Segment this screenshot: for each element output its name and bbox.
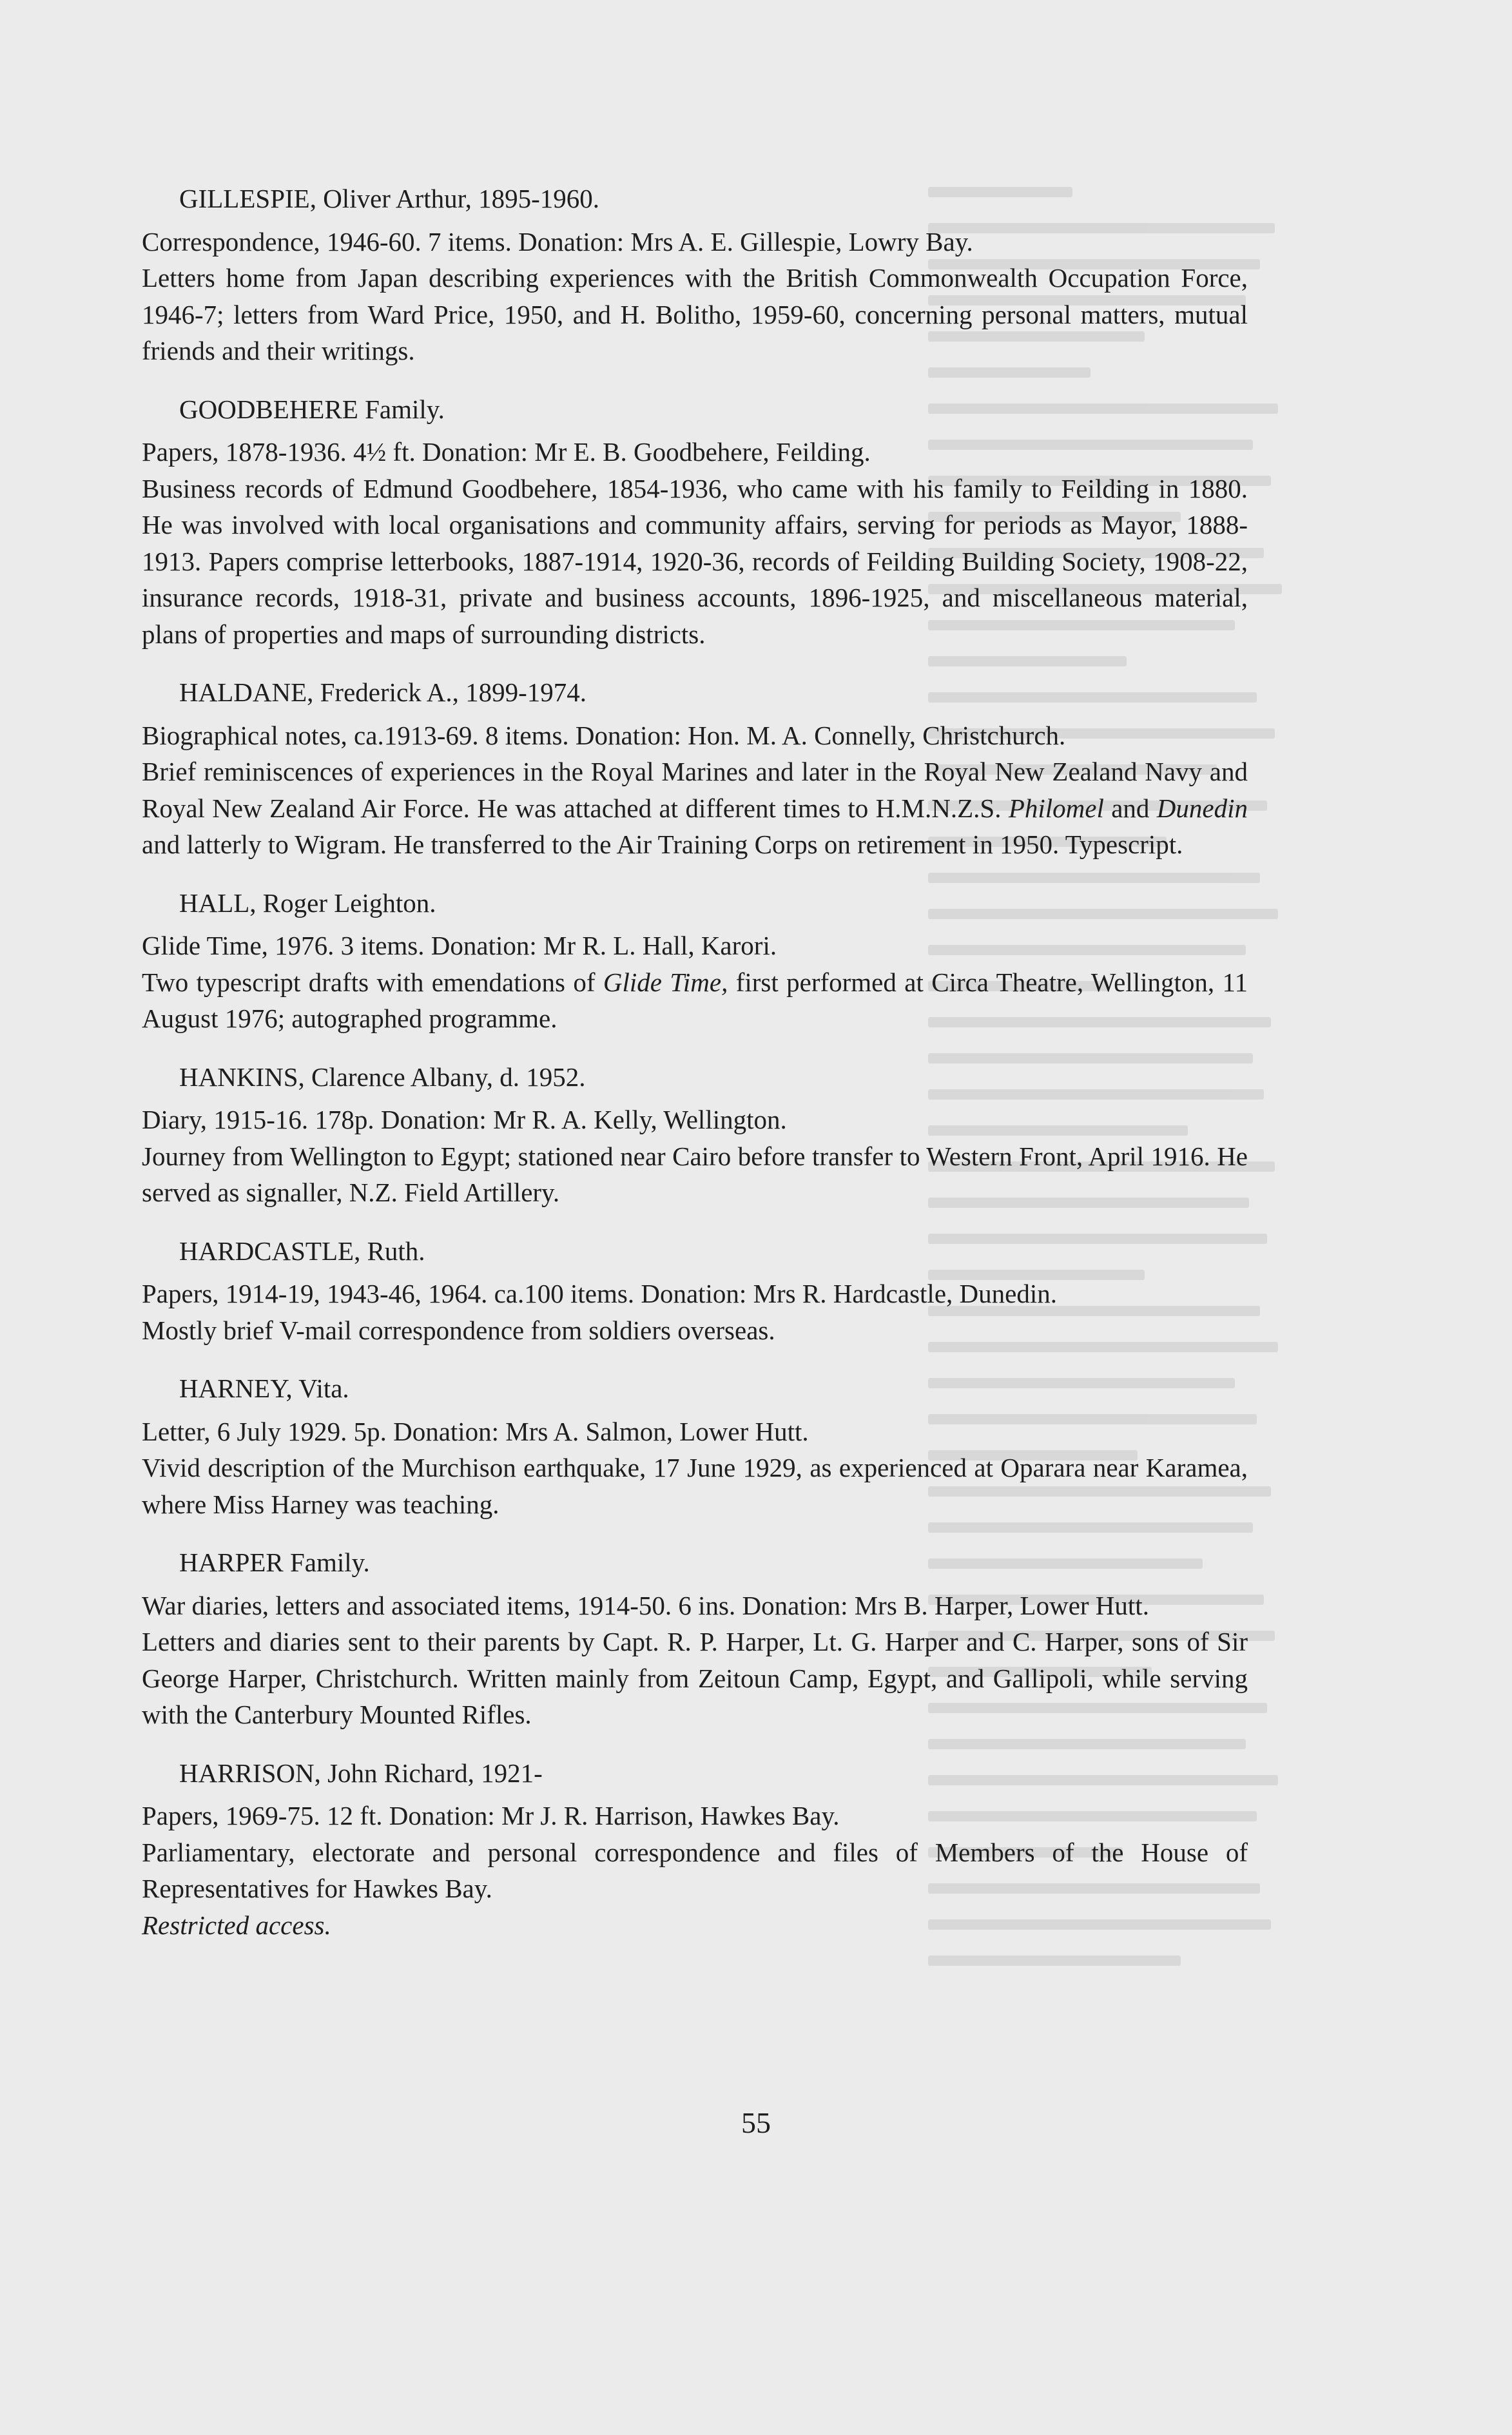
entry-description: Journey from Wellington to Egypt; stationed near Cairo before transfer to Western Front, April 1916. He served as signaller, N.Z. Field Artillery.: [142, 1141, 1248, 1207]
description-text: first performed at Circa Theatre, Wellington, 11 August 1976; autographed programme.: [142, 967, 1248, 1033]
entry-details: Papers, 1969-75. 12 ft. Donation: Mr J. R. Harrison, Hawkes Bay.: [142, 1801, 840, 1830]
page-number: 55: [741, 2106, 771, 2139]
entry-hall: [142, 885, 1248, 1037]
entry-details: Biographical notes, ca.1913-69. 8 items. Donation: Hon. M. A. Connelly, Christchurch.: [142, 720, 1066, 750]
description-text: and: [1103, 793, 1157, 823]
description-text: Two typescript drafts with emendations of: [142, 967, 603, 997]
entry-details: Correspondence, 1946-60. 7 items. Donation: Mrs A. E. Gillespie, Lowry Bay.: [142, 226, 973, 257]
entry-description: Vivid description of the Murchison earthquake, 17 June 1929, as experienced at Oparara near Karamea, where Miss Harney was teaching.: [142, 1453, 1248, 1519]
entry-description: Business records of Edmund Goodbehere, 1854-1936, who came with his family to Feilding in 1880. He was involved with local organisations and community affairs, serving for periods as Mayor, 1888-1913. Papers comprise letterbooks, 1887-1914, 1920-36, records of Feilding Building Society, 1908-22, insurance records, 1918-31, private and business accounts, 1896-1925, and miscellaneous material, plans of properties and maps of surrounding districts.: [142, 473, 1248, 649]
entry-haldane: [142, 674, 1248, 863]
entry-heading: HARNEY, Vita.: [179, 1373, 349, 1403]
entry-harrison: [142, 1755, 1248, 1944]
entry-description: Parliamentary, electorate and personal correspondence and files of Members of the House of Representatives for Hawkes Bay.: [142, 1837, 1248, 1903]
entry-heading: HARDCASTLE, Ruth.: [179, 1236, 425, 1266]
entry-heading: HALL, Roger Leighton.: [179, 888, 436, 918]
entry-heading: GOODBEHERE Family.: [179, 394, 445, 424]
entry-description: Mostly brief V-mail correspondence from soldiers overseas.: [142, 1315, 775, 1345]
entry-details: Letter, 6 July 1929. 5p. Donation: Mrs A. Salmon, Lower Hutt.: [142, 1416, 809, 1446]
entry-details: War diaries, letters and associated items, 1914-50. 6 ins. Donation: Mrs B. Harper, Lower Hutt.: [142, 1590, 1149, 1620]
entry-hankins: [142, 1059, 1248, 1211]
entry-heading: HARRISON, John Richard, 1921-: [179, 1758, 543, 1788]
entry-heading: HALDANE, Frederick A., 1899-1974.: [179, 677, 586, 707]
entry-harney: [142, 1370, 1248, 1522]
description-text: Brief reminiscences of experiences in the Royal Marines and later in the Royal New Zealand Navy and Royal New Zealand Air Force. He was attached at different times to H.M.N.Z.S.: [142, 757, 1248, 823]
ship-name: Dunedin: [1156, 793, 1248, 823]
entry-description: Letters home from Japan describing experiences with the British Commonwealth Occupation Force, 1946-7; letters from Ward Price, 1950, and H. Bolitho, 1959-60, concerning personal matters, mutual friends and their writings.: [142, 263, 1248, 365]
entry-details: Glide Time, 1976. 3 items. Donation: Mr R. L. Hall, Karori.: [142, 931, 777, 960]
entry-heading: GILLESPIE, Oliver Arthur, 1895-1960.: [179, 184, 599, 213]
entry-description: [142, 964, 1248, 1037]
access-note: Restricted access.: [142, 1910, 331, 1940]
entry-details: Papers, 1914-19, 1943-46, 1964. ca.100 items. Donation: Mrs R. Hardcastle, Dunedin.: [142, 1279, 1057, 1308]
entry-details: Papers, 1878-1936. 4½ ft. Donation: Mr E. B. Goodbehere, Feilding.: [142, 437, 871, 467]
entry-heading: HARPER Family.: [179, 1547, 370, 1577]
entry-gillespie: [142, 180, 1248, 369]
play-title: Glide Time,: [603, 967, 728, 997]
entry-heading: HANKINS, Clarence Albany, d. 1952.: [179, 1062, 586, 1092]
entry-description: [142, 753, 1248, 863]
catalogue-page: [142, 180, 1248, 1965]
entry-harper: [142, 1544, 1248, 1733]
entry-hardcastle: [142, 1233, 1248, 1349]
ship-name: Philomel: [1008, 793, 1104, 823]
entry-goodbehere: [142, 391, 1248, 653]
entry-description: Letters and diaries sent to their parents by Capt. R. P. Harper, Lt. G. Harper and C. Harper, sons of Sir George Harper, Christchurch. Written mainly from Zeitoun Camp, Egypt, and Gallipoli, while serving with the Canterbury Mounted Rifles.: [142, 1627, 1248, 1729]
entry-details: Diary, 1915-16. 178p. Donation: Mr R. A. Kelly, Wellington.: [142, 1105, 787, 1134]
description-text: and latterly to Wigram. He transferred to the Air Training Corps on retirement in 1950. Typescript.: [142, 829, 1183, 859]
